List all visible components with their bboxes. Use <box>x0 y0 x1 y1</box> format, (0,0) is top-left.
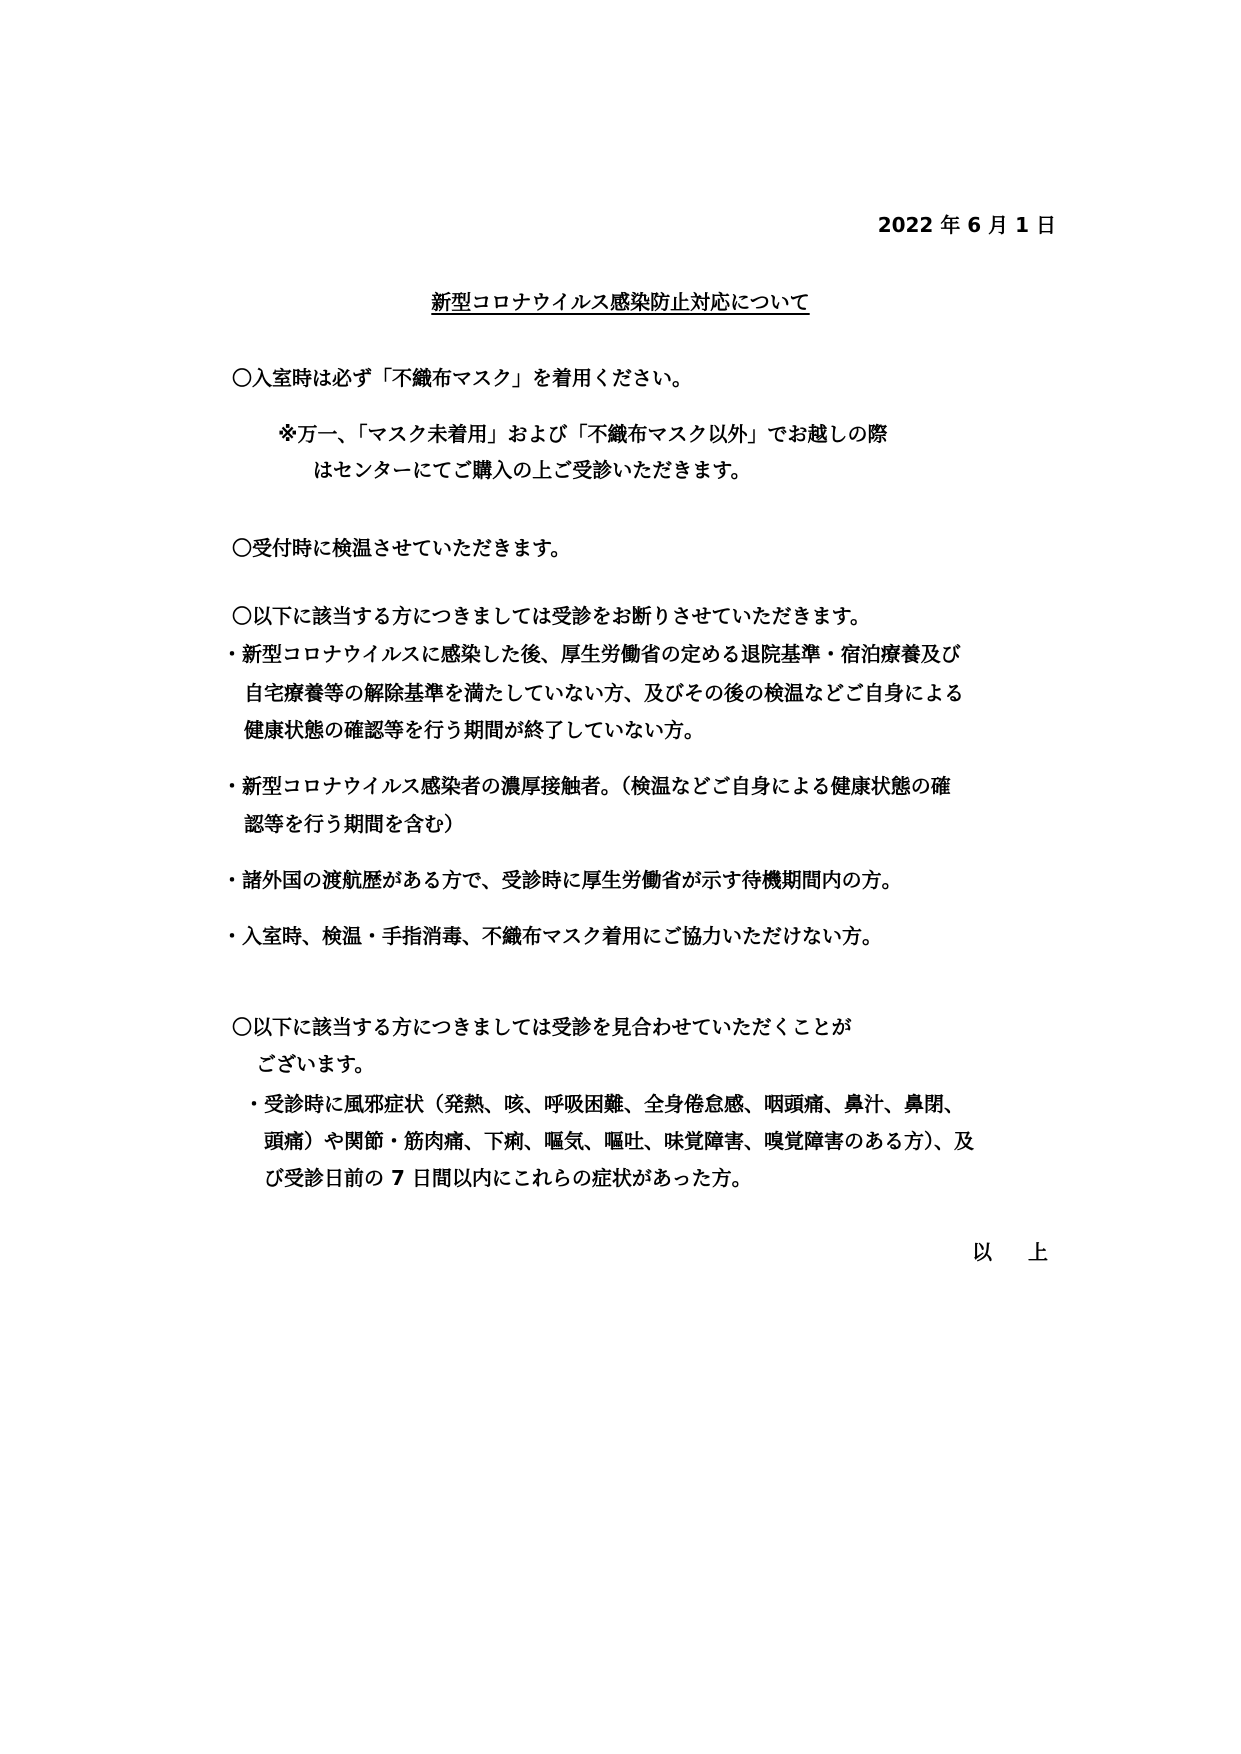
notice-mask-required: 〇入室時は必ず「不織布マスク」を着用ください。 <box>232 366 692 390</box>
postpone-item-line-2: 頭痛）や関節・筋肉痛、下痢、嘔気、嘔吐、味覚障害、嗅覚障害のある方）、及 <box>264 1129 974 1153</box>
refusal-item-3: ・諸外国の渡航歴がある方で、受診時に厚生労働省が示す待機期間内の方。 <box>222 868 902 892</box>
refusal-heading: 〇以下に該当する方につきましては受診をお断りさせていただきます。 <box>232 604 870 628</box>
document-title <box>0 288 1241 316</box>
mask-note-line-1: ※万一、「マスク未着用」および「不織布マスク以外」でお越しの際 <box>278 422 888 446</box>
postpone-item-line-3: び受診日前の 7 日間以内にこれらの症状があった方。 <box>264 1166 752 1190</box>
refusal-item-1-line-3: 健康状態の確認等を行う期間が終了していない方。 <box>244 718 704 742</box>
refusal-item-1-line-1: ・新型コロナウイルスに感染した後、厚生労働省の定める退院基準・宿泊療養及び <box>222 642 961 666</box>
closing-mark: 以 上 <box>972 1240 1056 1264</box>
notice-temperature-check: 〇受付時に検温させていただきます。 <box>232 536 571 560</box>
mask-note-line-2: はセンターにてご購入の上ご受診いただきます。 <box>313 458 751 482</box>
postpone-heading-line-1: 〇以下に該当する方につきましては受診を見合わせていただくことが <box>232 1015 852 1039</box>
refusal-item-4: ・入室時、検温・手指消毒、不織布マスク着用にご協力いただけない方。 <box>222 924 882 948</box>
refusal-item-2-line-1: ・新型コロナウイルス感染者の濃厚接触者。（検温などご自身による健康状態の確 <box>222 774 951 798</box>
refusal-item-2-line-2: 認等を行う期間を含む） <box>244 812 464 836</box>
refusal-item-1-line-2: 自宅療養等の解除基準を満たしていない方、及びその後の検温などご自身による <box>244 681 964 705</box>
document-date: 2022 年 6 月 1 日 <box>877 213 1056 237</box>
postpone-item-line-1: ・受診時に風邪症状（発熱、咳、呼吸困難、全身倦怠感、咽頭痛、鼻汁、鼻閉、 <box>244 1092 964 1116</box>
document-title-text: 新型コロナウイルス感染防止対応について <box>431 290 810 314</box>
postpone-heading-line-2: ございます。 <box>256 1052 375 1076</box>
